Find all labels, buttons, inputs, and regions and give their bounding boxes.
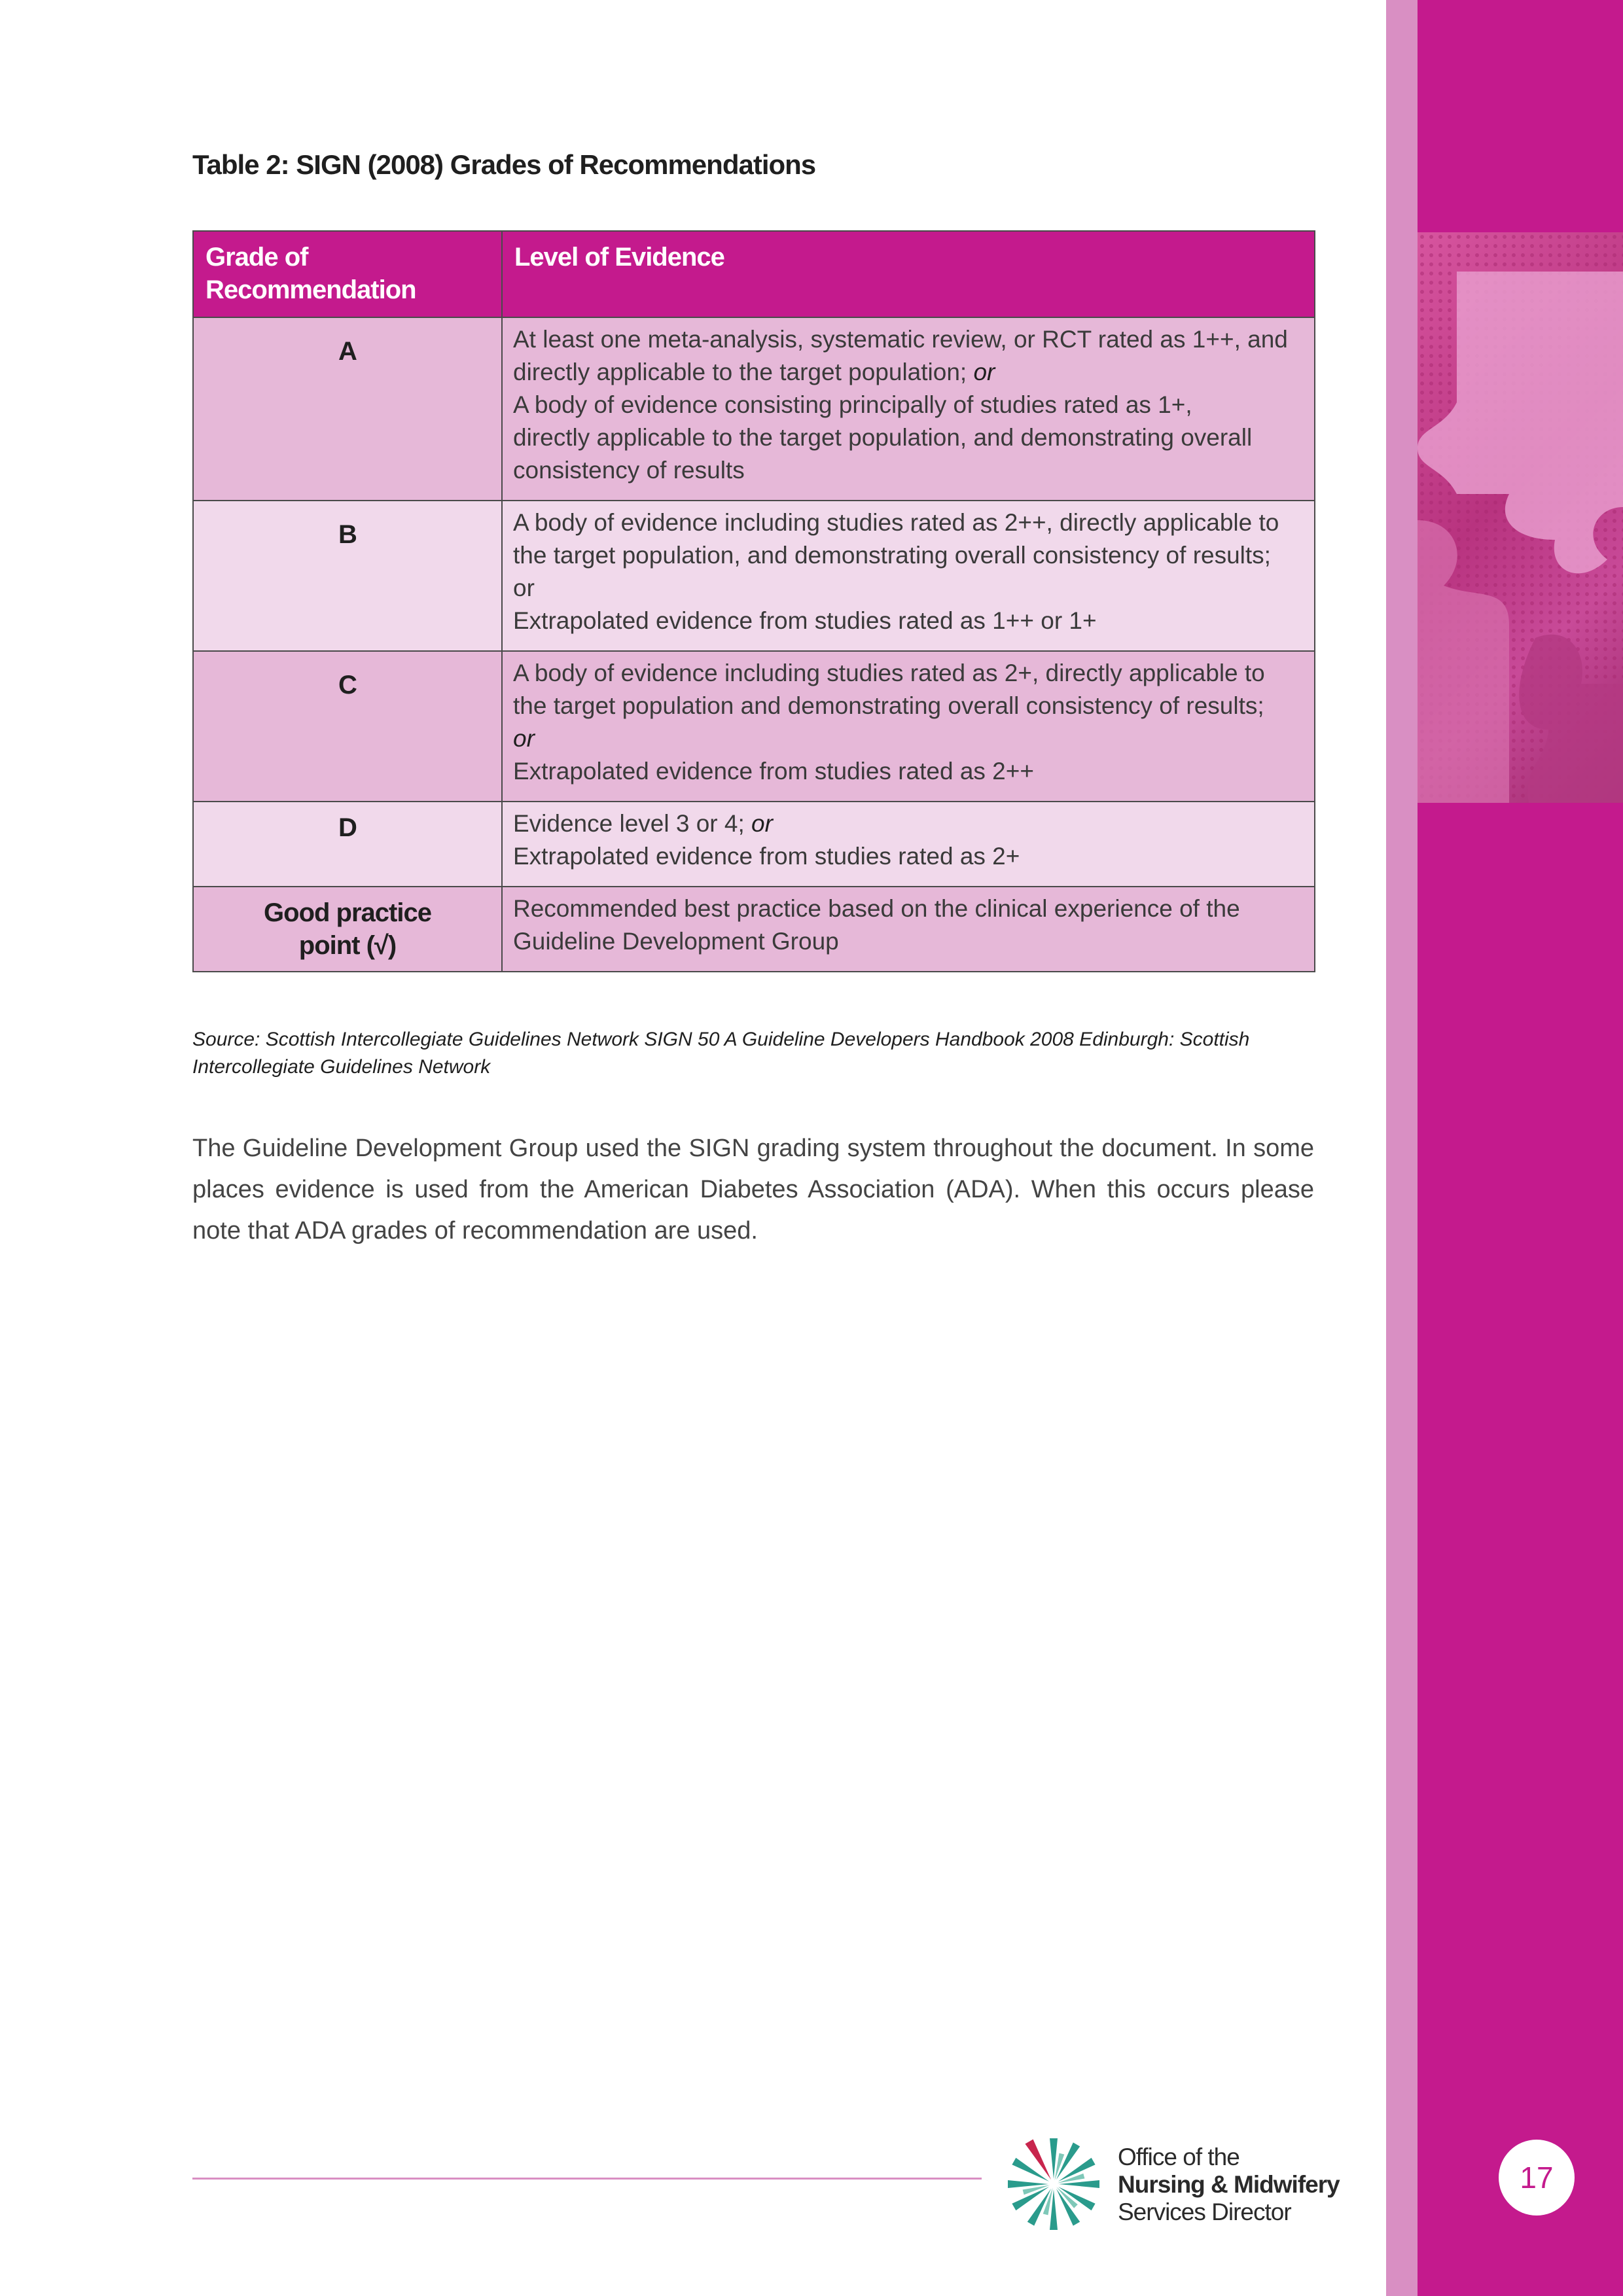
table-row xyxy=(193,317,1315,501)
grade-cell: A xyxy=(193,317,502,501)
body-paragraph: The Guideline Development Group used the SIGN grading system throughout the document. In some places evidence is used from the American Diabetes Association (ADA). When this occurs please note that ADA grades of recommendation are used. xyxy=(192,1135,1314,1245)
evidence-line: or xyxy=(513,725,535,752)
logo-wordmark xyxy=(1118,2144,1340,2226)
evidence-line: Extrapolated evidence from studies rated as 2+ xyxy=(513,843,1020,870)
table-row xyxy=(193,887,1315,972)
evidence-line: Guideline Development Group xyxy=(513,928,839,955)
table-row xyxy=(193,651,1315,802)
logo-line-2: Nursing & Midwifery xyxy=(1118,2171,1340,2198)
grade-cell: C xyxy=(193,651,502,802)
table-title: Table 2: SIGN (2008) Grades of Recommendations xyxy=(192,149,816,180)
evidence-line: A body of evidence including studies rated as 2++, directly applicable to xyxy=(513,509,1279,536)
footer-divider xyxy=(192,2178,982,2180)
evidence-line: Extrapolated evidence from studies rated as 2++ xyxy=(513,758,1034,785)
grade-cell: D xyxy=(193,802,502,887)
evidence-line: At least one meta-analysis, systematic review, or RCT rated as 1++, and xyxy=(513,326,1288,353)
table-row xyxy=(193,501,1315,651)
logo-line-3: Services Director xyxy=(1118,2199,1291,2225)
evidence-cell xyxy=(502,887,1315,972)
starburst-logo-icon xyxy=(1001,2132,1106,2236)
evidence-line: the target population and demonstrating overall consistency of results; xyxy=(513,692,1264,719)
evidence-line: the target population, and demonstrating overall consistency of results; xyxy=(513,542,1271,569)
evidence-line: Recommended best practice based on the clinical experience of the xyxy=(513,895,1240,922)
grade-cell: Good practice point (√) xyxy=(193,887,502,972)
table-header-row xyxy=(193,231,1315,317)
puzzle-image xyxy=(1418,232,1623,803)
evidence-cell xyxy=(502,501,1315,651)
logo-line-1: Office of the xyxy=(1118,2144,1240,2170)
table-source-note: Source: Scottish Intercollegiate Guidelines Network SIGN 50 A Guideline Developers Handbook 2008 Edinburgh: Scottish Intercollegiate Guidelines Network xyxy=(192,1029,1250,1078)
evidence-line: consistency of results xyxy=(513,457,745,484)
puzzle-pieces-icon xyxy=(1418,232,1623,803)
header-evidence: Level of Evidence xyxy=(502,231,1315,317)
header-grade: Grade of Recommendation xyxy=(193,231,502,317)
page-number: 17 xyxy=(1499,2140,1575,2216)
evidence-line: A body of evidence including studies rated as 2+, directly applicable to xyxy=(513,660,1265,686)
evidence-line: or xyxy=(513,574,535,601)
side-band-light xyxy=(1386,0,1418,2296)
evidence-line: Extrapolated evidence from studies rated as 1++ or 1+ xyxy=(513,607,1097,634)
evidence-line: directly applicable to the target population; or xyxy=(513,359,995,385)
grade-cell: B xyxy=(193,501,502,651)
table-row xyxy=(193,802,1315,887)
evidence-line: directly applicable to the target population, and demonstrating overall xyxy=(513,424,1253,451)
evidence-cell xyxy=(502,802,1315,887)
evidence-cell xyxy=(502,317,1315,501)
evidence-line: Evidence level 3 or 4; or xyxy=(513,810,773,837)
evidence-cell xyxy=(502,651,1315,802)
grades-table xyxy=(192,230,1315,972)
evidence-line: A body of evidence consisting principally of studies rated as 1+, xyxy=(513,391,1192,418)
